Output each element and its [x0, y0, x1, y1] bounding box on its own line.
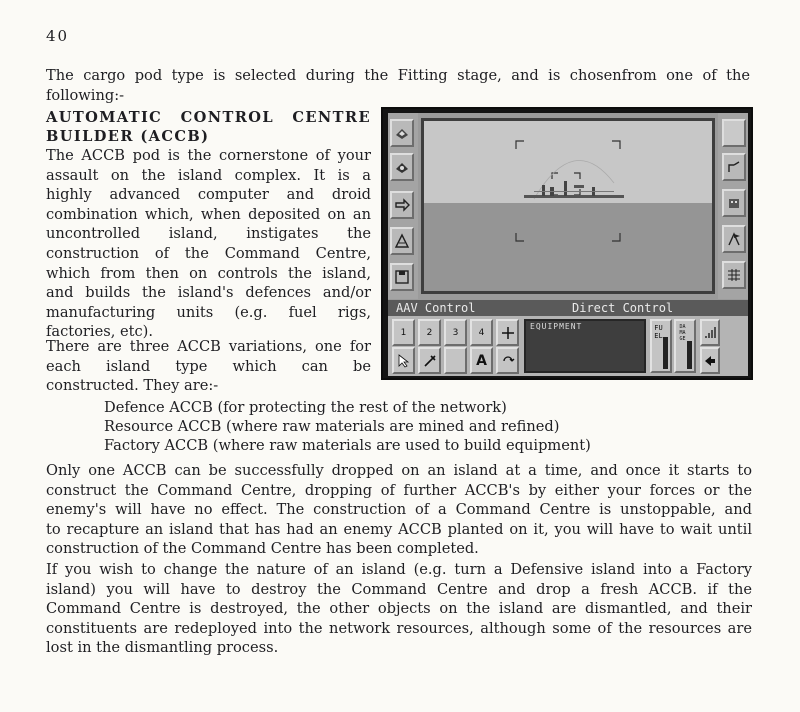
fuel-label: FUEL	[654, 324, 663, 340]
right-toolbar	[718, 113, 748, 299]
accb-line: manufacturing units (e.g. fuel rigs,	[46, 303, 371, 321]
section-heading-line-2: BUILDER (ACCB)	[46, 128, 210, 145]
accb-line: factories, etc).	[46, 323, 153, 341]
paragraph-two	[46, 560, 752, 658]
signal-icon	[704, 326, 716, 340]
accb-paragraph	[46, 146, 371, 342]
list-item-resource: Resource ACCB (where raw materials are mined and refined)	[104, 418, 560, 435]
variations-paragraph	[46, 337, 371, 396]
paragraph-line: Command Centre is destroyed, the other objects on the island are dismantled, and their	[46, 600, 752, 618]
intro-line-2: following:-	[46, 87, 125, 104]
accb-line: highly advanced computer and droid	[46, 186, 371, 204]
grid-icon[interactable]	[722, 261, 746, 289]
equipment-label: EQUIPMENT	[530, 322, 583, 331]
ship-icon[interactable]	[390, 119, 414, 147]
add-weapon-button[interactable]	[496, 319, 519, 346]
paragraph-line: to recapture an island that has had an enemy ACCB planted on it, you will have to wait until	[46, 520, 752, 538]
status-left-label: AAV Control	[396, 301, 476, 315]
list-item-factory: Factory ACCB (where raw materials are used to build equipment)	[104, 437, 591, 454]
tool-button[interactable]	[418, 347, 441, 374]
accb-line: and builds the island's defences and/or	[46, 284, 371, 302]
autopilot-button[interactable]	[470, 347, 493, 374]
variations-line: each island type which can be	[46, 357, 371, 375]
building-icon[interactable]	[722, 189, 746, 217]
game-screenshot	[381, 107, 753, 380]
plus-icon	[501, 326, 515, 340]
page-number: 40	[46, 27, 70, 45]
damage-gauge	[674, 319, 696, 373]
autopilot-label: A	[476, 352, 487, 369]
flag-icon[interactable]	[722, 225, 746, 253]
heading-word-3: CENTRE	[292, 109, 371, 126]
variations-line: There are three ACCB variations, one for	[46, 338, 371, 355]
signal-button[interactable]	[700, 319, 720, 346]
map-icon[interactable]	[390, 227, 414, 255]
accb-line: construction of the Command Centre,	[46, 244, 371, 262]
accb-line: combination which, when deposited on an	[46, 205, 371, 223]
control-panel	[388, 316, 748, 376]
paragraph-line: lost in the dismantling process.	[46, 639, 279, 657]
wrench-icon	[423, 354, 437, 368]
heading-word-1: AUTOMATIC	[46, 109, 163, 126]
damage-label: DAMAGE	[679, 324, 686, 342]
paragraph-line: construction of the Command Centre has been completed.	[46, 540, 479, 558]
fuel-gauge	[650, 319, 672, 373]
arrow-icon[interactable]	[390, 191, 414, 219]
paragraph-line: island) you will have to destroy the Command Centre and drop a fresh ACCB. if the	[46, 580, 752, 598]
weapon-slot-4-button[interactable]	[470, 319, 493, 346]
weapon-slot-label: 4	[478, 327, 485, 338]
status-bar	[388, 300, 748, 316]
targeting-reticle	[424, 121, 712, 291]
accb-line: which from then on controls the island,	[46, 264, 371, 282]
variations-line: constructed. They are:-	[46, 377, 219, 395]
damage-level-bar	[687, 341, 692, 369]
weapon-slot-3-button[interactable]	[444, 319, 467, 346]
3d-viewport[interactable]	[421, 118, 715, 294]
droid-icon[interactable]	[722, 153, 746, 181]
weapon-slot-label: 3	[452, 327, 459, 338]
cursor-button[interactable]	[392, 347, 415, 374]
intro-line-1: The cargo pod type is selected during the Fitting stage, and is chosenfrom one of the	[46, 67, 750, 84]
fuel-level-bar	[663, 337, 668, 369]
scroll-icon[interactable]	[722, 119, 746, 147]
paragraph-line: construct the Command Centre, dropping of further ACCB's by either your forces or the	[46, 481, 752, 499]
accb-line: assault on the island complex. It is a	[46, 166, 371, 184]
paragraph-one	[46, 461, 752, 559]
equipment-panel[interactable]	[524, 319, 646, 373]
disk-icon[interactable]	[390, 263, 414, 291]
navigation-arrow-icon	[704, 354, 716, 368]
status-right-label: Direct Control	[572, 301, 674, 315]
accb-line: uncontrolled island, instigates the	[46, 225, 371, 243]
left-toolbar	[388, 113, 418, 299]
cursor-icon	[397, 354, 411, 368]
accb-line: The ACCB pod is the cornerstone of your	[46, 147, 371, 164]
blank-slot-button[interactable]	[444, 347, 467, 374]
game-screen	[388, 113, 748, 376]
heading-word-2: CONTROL	[180, 109, 275, 126]
recycle-icon	[501, 354, 515, 368]
weapon-slot-2-button[interactable]	[418, 319, 441, 346]
island-structure-icon	[524, 181, 624, 198]
section-heading-line-1	[46, 108, 371, 128]
paragraph-line: enemy's will have no effect. The construction of a Command Centre is unstoppable, and	[46, 501, 752, 519]
weapon-slot-label: 2	[426, 327, 433, 338]
weapon-slot-label: 1	[400, 327, 407, 338]
paragraph-line: If you wish to change the nature of an island (e.g. turn a Defensive island into a Factory	[46, 561, 752, 578]
ship-alt-icon[interactable]	[390, 153, 414, 181]
recycle-button[interactable]	[496, 347, 519, 374]
weapon-slot-1-button[interactable]	[392, 319, 415, 346]
paragraph-line: Only one ACCB can be successfully dropped on an island at a time, and once it starts to	[46, 462, 752, 479]
paragraph-line: constituents are redeployed into the network resources, although some of the resources are	[46, 619, 752, 637]
list-item-defence: Defence ACCB (for protecting the rest of the network)	[104, 399, 507, 416]
navigation-button[interactable]	[700, 347, 720, 374]
